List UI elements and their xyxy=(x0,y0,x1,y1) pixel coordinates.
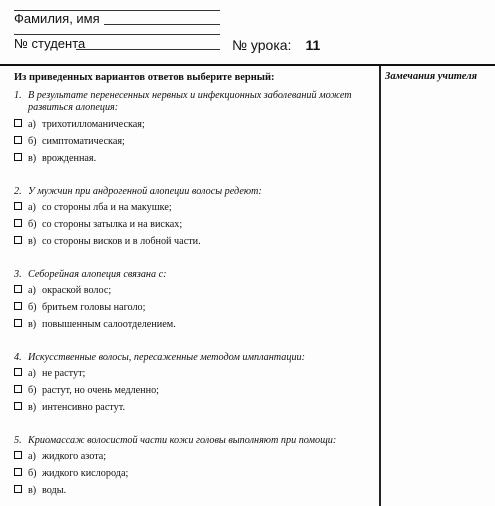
option-letter: б) xyxy=(28,219,37,230)
option-text: со стороны лба и на макушке; xyxy=(42,202,172,213)
checkbox[interactable] xyxy=(14,451,22,459)
teacher-remarks-area[interactable] xyxy=(381,86,495,506)
option-letter: в) xyxy=(28,153,37,164)
option-letter: б) xyxy=(28,385,37,396)
checkbox[interactable] xyxy=(14,236,22,244)
lesson-block xyxy=(232,37,320,53)
checkbox[interactable] xyxy=(14,302,22,310)
option-1b[interactable] xyxy=(14,136,125,148)
option-text: трихотилломаническая; xyxy=(42,119,145,130)
checkbox[interactable] xyxy=(14,468,22,476)
option-5a[interactable] xyxy=(14,451,106,463)
option-2a[interactable] xyxy=(14,202,172,214)
option-text: повышенным салоотделением. xyxy=(42,319,176,330)
checkbox[interactable] xyxy=(14,153,22,161)
checkbox[interactable] xyxy=(14,219,22,227)
option-5c[interactable] xyxy=(14,485,66,497)
question-text: В результате перенесенных нервных и инфекционных заболеваний может развиться алопеция: xyxy=(28,90,352,113)
option-3a[interactable] xyxy=(14,285,111,297)
question-number: 5. xyxy=(14,435,22,446)
lesson-label: № урока: xyxy=(232,37,292,53)
checkbox[interactable] xyxy=(14,368,22,376)
checkbox[interactable] xyxy=(14,319,22,327)
student-label: № студента xyxy=(14,36,86,51)
name-field-line[interactable] xyxy=(104,12,220,25)
checkbox[interactable] xyxy=(14,385,22,393)
option-text: окраской волос; xyxy=(42,285,112,296)
option-text: воды. xyxy=(42,485,67,496)
question-number: 3. xyxy=(14,269,22,280)
option-4b[interactable] xyxy=(14,385,159,397)
checkbox[interactable] xyxy=(14,202,22,210)
option-text: бритьем головы наголо; xyxy=(42,302,146,313)
option-4a[interactable] xyxy=(14,368,85,380)
option-5b[interactable] xyxy=(14,468,128,480)
option-letter: а) xyxy=(28,368,36,379)
instruction: Из приведенных вариантов ответов выберите верный: xyxy=(14,72,275,83)
option-text: со стороны затылка и на висках; xyxy=(42,219,183,230)
question-number: 4. xyxy=(14,352,22,363)
question-text: Себорейная алопеция связана с: xyxy=(28,269,167,280)
checkbox[interactable] xyxy=(14,136,22,144)
question-5 xyxy=(14,435,376,447)
option-text: жидкого азота; xyxy=(42,451,107,462)
lesson-number: 11 xyxy=(305,37,321,53)
question-text: Криомассаж волосистой части кожи головы выполняют при помощи: xyxy=(28,435,337,446)
header-top-line xyxy=(14,0,220,11)
option-text: растут, но очень медленно; xyxy=(42,385,159,396)
option-text: жидкого кислорода; xyxy=(42,468,129,479)
option-3c[interactable] xyxy=(14,319,176,331)
option-letter: б) xyxy=(28,136,37,147)
option-letter: в) xyxy=(28,319,37,330)
option-text: врожденная. xyxy=(42,153,97,164)
option-2b[interactable] xyxy=(14,219,182,231)
option-text: интенсивно растут. xyxy=(42,402,125,413)
option-text: не растут; xyxy=(42,368,86,379)
section-divider xyxy=(0,64,495,66)
question-4 xyxy=(14,352,376,364)
question-number: 2. xyxy=(14,186,22,197)
option-text: со стороны висков и в лобной части. xyxy=(42,236,201,247)
option-1a[interactable] xyxy=(14,119,145,131)
student-field-line[interactable] xyxy=(76,37,220,50)
option-letter: а) xyxy=(28,451,36,462)
checkbox[interactable] xyxy=(14,285,22,293)
option-2c[interactable] xyxy=(14,236,201,248)
option-letter: а) xyxy=(28,119,36,130)
option-letter: б) xyxy=(28,302,37,313)
question-number: 1. xyxy=(14,90,22,101)
option-4c[interactable] xyxy=(14,402,125,414)
header-middle-line xyxy=(14,26,220,35)
option-text: симптоматическая; xyxy=(42,136,125,147)
checkbox[interactable] xyxy=(14,485,22,493)
question-3 xyxy=(14,269,376,281)
option-letter: а) xyxy=(28,202,36,213)
teacher-remarks-label: Замечания учителя xyxy=(385,71,478,82)
question-text: У мужчин при андрогенной алопеции волосы редеют: xyxy=(28,186,262,197)
question-2 xyxy=(14,186,376,198)
name-label: Фамилия, имя xyxy=(14,11,100,26)
checkbox[interactable] xyxy=(14,402,22,410)
option-letter: в) xyxy=(28,402,37,413)
option-letter: в) xyxy=(28,485,37,496)
option-1c[interactable] xyxy=(14,153,96,165)
option-letter: в) xyxy=(28,236,37,247)
option-letter: а) xyxy=(28,285,36,296)
option-3b[interactable] xyxy=(14,302,145,314)
question-1 xyxy=(14,90,376,114)
option-letter: б) xyxy=(28,468,37,479)
question-text: Искусственные волосы, пересаженные методом имплантации: xyxy=(28,352,306,363)
checkbox[interactable] xyxy=(14,119,22,127)
